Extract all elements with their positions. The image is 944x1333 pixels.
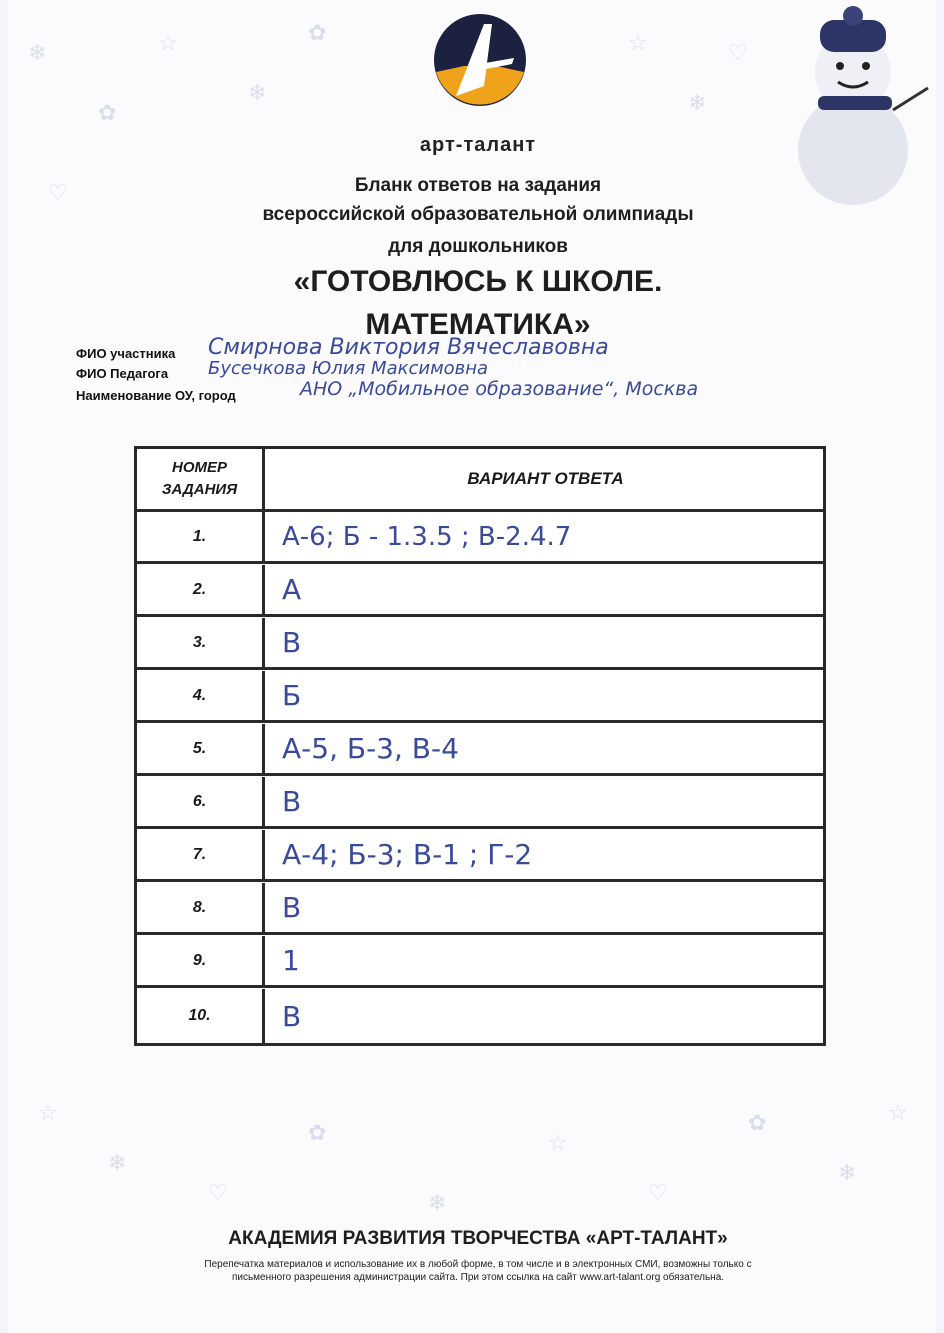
header-line-2: всероссийской образовательной олимпиады bbox=[262, 204, 694, 225]
table-row bbox=[137, 512, 823, 564]
answer-cell[interactable]: В bbox=[282, 785, 302, 819]
column-header-answer: ВАРИАНТ ОТВЕТА bbox=[467, 469, 624, 488]
task-number: 5. bbox=[137, 724, 265, 773]
task-number: 10. bbox=[137, 989, 265, 1043]
answer-cell[interactable]: Б bbox=[282, 679, 302, 713]
table-row bbox=[137, 936, 823, 988]
organization-label: Наименование ОУ, город bbox=[76, 388, 236, 403]
header-line-1: Бланк ответов на задания bbox=[354, 175, 602, 196]
task-number: 4. bbox=[137, 671, 265, 720]
table-row bbox=[137, 618, 823, 670]
task-number: 6. bbox=[137, 777, 265, 826]
answer-sheet-page bbox=[8, 0, 936, 1333]
task-number: 8. bbox=[137, 883, 265, 932]
olympiad-title-2: МАТЕМАТИКА» bbox=[365, 308, 591, 341]
participant-label: ФИО участника bbox=[76, 346, 176, 361]
header-line-3: для дошкольников bbox=[388, 236, 568, 257]
answer-cell[interactable]: А-4; Б-3; В-1 ; Г-2 bbox=[282, 838, 533, 872]
olympiad-title-1: «ГОТОВЛЮСЬ К ШКОЛЕ. bbox=[293, 265, 663, 298]
table-row bbox=[137, 671, 823, 723]
table-row bbox=[137, 883, 823, 935]
task-number: 2. bbox=[137, 565, 265, 614]
answer-cell[interactable]: В bbox=[282, 891, 302, 925]
organization-field[interactable]: АНО „Мобильное образование“, Москва bbox=[300, 378, 699, 400]
teacher-name-field[interactable]: Бусечкова Юлия Максимовна bbox=[208, 358, 489, 379]
answer-table bbox=[134, 446, 826, 1046]
column-header-number-line1: НОМЕР bbox=[171, 459, 227, 476]
column-header-number bbox=[137, 449, 265, 509]
footer-notice-line-1: Перепечатка материалов и использование их в любой форме, в том числе и в электронных СМИ, возможны только с bbox=[204, 1259, 752, 1270]
column-header-number-line2: ЗАДАНИЯ bbox=[161, 481, 238, 498]
table-row bbox=[137, 777, 823, 829]
answer-cell[interactable]: А-5, Б-3, В-4 bbox=[282, 732, 459, 766]
logo-text: арт-талант bbox=[419, 134, 537, 156]
table-row bbox=[137, 989, 823, 1043]
footer-title: АКАДЕМИЯ РАЗВИТИЯ ТВОРЧЕСТВА «АРТ-ТАЛАНТ» bbox=[228, 1228, 728, 1249]
art-talant-logo-icon bbox=[426, 6, 534, 114]
table-row bbox=[137, 565, 823, 617]
answer-cell[interactable]: 1 bbox=[282, 944, 300, 978]
teacher-label: ФИО Педагога bbox=[76, 366, 169, 381]
answer-cell[interactable]: А-6; Б - 1.3.5 ; В-2.4.7 bbox=[282, 521, 572, 552]
footer-notice-line-2: письменного разрешения администрации сайта. При этом ссылка на сайт www.art-talant.org обязательна. bbox=[231, 1272, 725, 1283]
table-row bbox=[137, 724, 823, 776]
answer-cell[interactable]: В bbox=[282, 999, 302, 1033]
table-header bbox=[137, 449, 823, 512]
task-number: 9. bbox=[137, 936, 265, 985]
answer-cell[interactable]: В bbox=[282, 626, 302, 660]
answer-cell[interactable]: А bbox=[282, 573, 302, 607]
footer-notice bbox=[88, 1258, 868, 1284]
task-number: 3. bbox=[137, 618, 265, 667]
task-number: 7. bbox=[137, 830, 265, 879]
background-pattern: ❄ ✿ ☆ ♡ ❄ ✿ ☆ ❄ ♡ ☆ ❄ ♡ ✿ ❄ ☆ ♡ ✿ ❄ ☆ bbox=[28, 20, 908, 1215]
participant-name-field[interactable]: Смирнова Виктория Вячеславовна bbox=[208, 335, 609, 360]
table-row bbox=[137, 830, 823, 882]
task-number: 1. bbox=[137, 512, 265, 561]
